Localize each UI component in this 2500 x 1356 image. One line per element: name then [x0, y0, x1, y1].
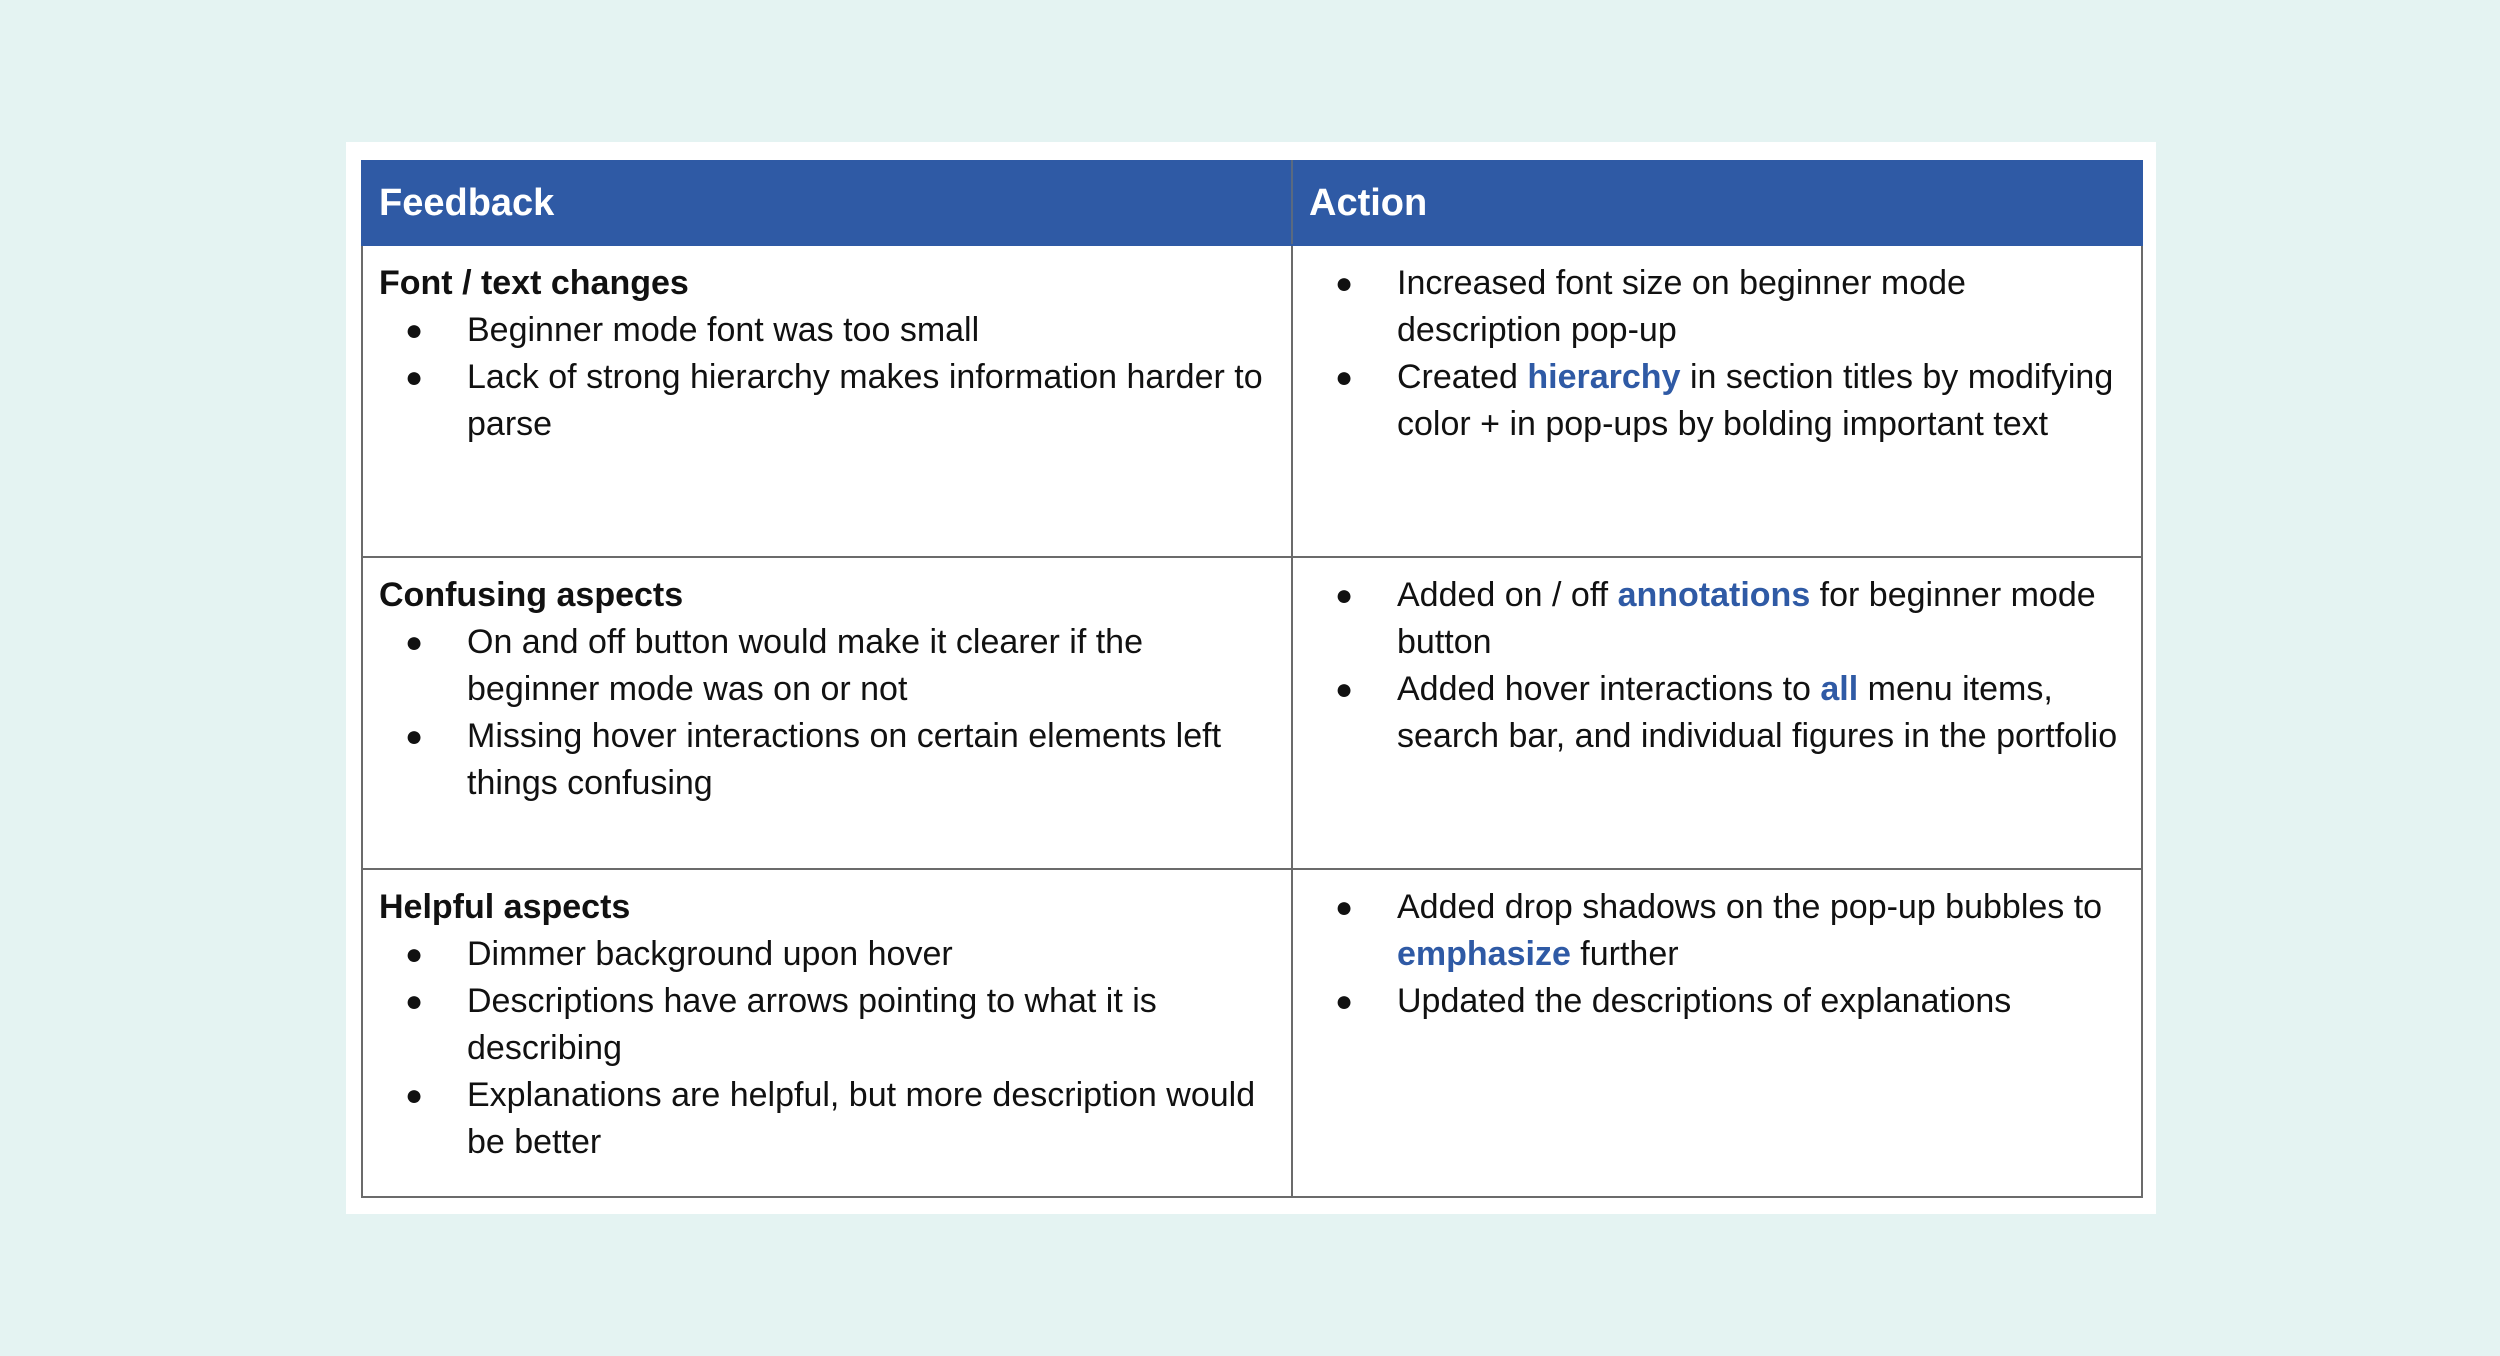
feedback-action-table	[361, 160, 2143, 1198]
bullet-icon: ●	[1335, 361, 1354, 394]
action-list	[1309, 572, 2125, 760]
bullet-icon: ●	[1335, 579, 1354, 612]
list-item: ● Dimmer background upon hover	[379, 931, 1275, 978]
highlight-annotations: annotations	[1617, 576, 1811, 614]
bullet-icon: ●	[1335, 267, 1354, 300]
bullet-icon: ●	[405, 938, 424, 971]
feedback-cell	[362, 245, 1292, 557]
bullet-icon: ●	[405, 361, 424, 394]
list-item: ● Updated the descriptions of explanations	[1309, 978, 2125, 1025]
list-item: ● Added on / off annotations for beginner mode button	[1309, 572, 2125, 666]
action-cell	[1292, 869, 2142, 1197]
bullet-icon: ●	[405, 1079, 424, 1112]
table-header-row	[362, 161, 2142, 245]
bullet-icon: ●	[405, 720, 424, 753]
list-item: ● Descriptions have arrows pointing to what it is describing	[379, 978, 1275, 1072]
highlight-all: all	[1820, 670, 1859, 708]
list-item: ● Explanations are helpful, but more description would be better	[379, 1072, 1275, 1166]
list-item: ● On and off button would make it clearer if the beginner mode was on or not	[379, 619, 1275, 713]
feedback-card	[346, 142, 2156, 1214]
bullet-icon: ●	[405, 626, 424, 659]
action-cell	[1292, 557, 2142, 869]
table-row	[362, 245, 2142, 557]
feedback-cell	[362, 557, 1292, 869]
list-item: ● Lack of strong hierarchy makes information harder to parse	[379, 354, 1275, 448]
list-item: ● Missing hover interactions on certain elements left things confusing	[379, 713, 1275, 807]
table-row	[362, 557, 2142, 869]
action-list	[1309, 260, 2125, 448]
feedback-title: Helpful aspects	[379, 888, 631, 926]
bullet-icon: ●	[1335, 673, 1354, 706]
bullet-icon: ●	[405, 314, 424, 347]
action-list	[1309, 884, 2125, 1025]
bullet-icon: ●	[1335, 891, 1354, 924]
action-cell	[1292, 245, 2142, 557]
table-row	[362, 869, 2142, 1197]
list-item: ● Created hierarchy in section titles by modifying color + in pop-ups by bolding important text	[1309, 354, 2125, 448]
list-item: ● Increased font size on beginner mode description pop-up	[1309, 260, 2125, 354]
list-item: ● Beginner mode font was too small	[379, 307, 1275, 354]
list-item: ● Added hover interactions to all menu items, search bar, and individual figures in the portfolio	[1309, 666, 2125, 760]
feedback-list	[379, 619, 1275, 807]
feedback-cell	[362, 869, 1292, 1197]
header-action: Action	[1292, 161, 2142, 245]
highlight-emphasize: emphasize	[1397, 935, 1571, 973]
feedback-title: Confusing aspects	[379, 576, 684, 614]
feedback-list	[379, 931, 1275, 1166]
feedback-title: Font / text changes	[379, 264, 689, 302]
header-feedback: Feedback	[362, 161, 1292, 245]
highlight-hierarchy: hierarchy	[1527, 358, 1681, 396]
bullet-icon: ●	[405, 985, 424, 1018]
list-item: ● Added drop shadows on the pop-up bubbles to emphasize further	[1309, 884, 2125, 978]
bullet-icon: ●	[1335, 985, 1354, 1018]
feedback-list	[379, 307, 1275, 448]
